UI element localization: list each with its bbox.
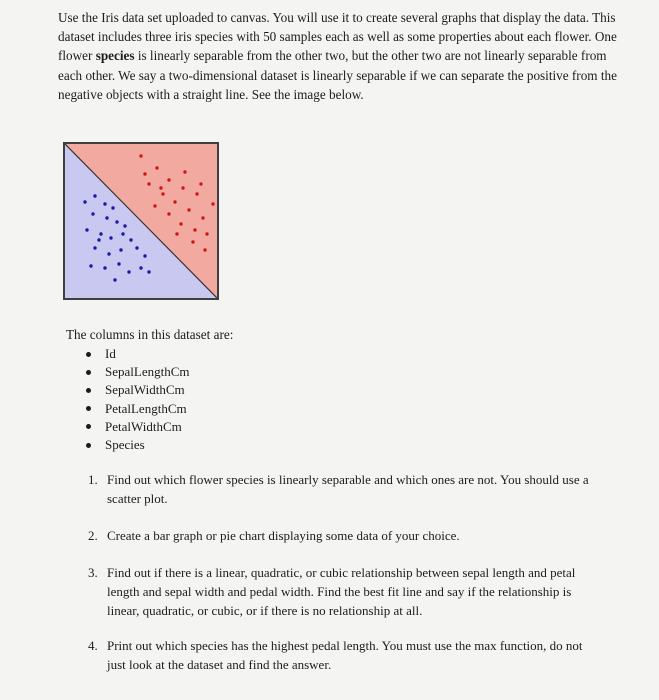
separability-diagram: [65, 144, 217, 298]
red-point: [167, 178, 170, 181]
blue-point: [89, 264, 92, 267]
list-item: [84, 363, 190, 381]
blue-point: [103, 266, 106, 269]
blue-point: [105, 216, 108, 219]
task-item-3: [88, 563, 598, 620]
task-text: Find out if there is a linear, quadratic, or cubic relationship between sepal length and petal length and sepal width and pedal width. Find the best fit line and say if the relationship is linear, quadratic, or cubic, or if there is no relationship at all.: [107, 565, 576, 618]
red-point: [187, 208, 190, 211]
blue-point: [113, 278, 116, 281]
list-item: [84, 400, 190, 418]
task-item-2: [88, 526, 598, 545]
columns-intro: The columns in this dataset are:: [66, 327, 234, 342]
blue-point: [147, 270, 150, 273]
task-item-1: [88, 470, 598, 508]
red-point: [211, 202, 214, 205]
intro-text-part2: is linearly separable from the other two, but the other two are not linearly separable from each other. We say a two-dimensional dataset is linearly separable if we can separate the positive from the negative objects with a straight line. See the image below.: [58, 48, 617, 102]
red-point: [155, 166, 158, 169]
red-point: [159, 186, 162, 189]
blue-point: [135, 246, 138, 249]
bullet-icon: [86, 388, 91, 393]
column-name: SepalWidthCm: [105, 382, 185, 398]
column-name: SepalLengthCm: [105, 364, 190, 380]
blue-point: [111, 206, 114, 209]
list-item: [84, 418, 190, 436]
red-point: [199, 182, 202, 185]
bullet-icon: [86, 352, 91, 357]
column-name: PetalLengthCm: [105, 400, 187, 416]
red-point: [153, 204, 156, 207]
blue-point: [127, 270, 130, 273]
red-point: [139, 154, 142, 157]
red-point: [183, 170, 186, 173]
intro-paragraph: [58, 8, 618, 104]
red-point: [167, 212, 170, 215]
blue-point: [123, 224, 126, 227]
bullet-icon: [86, 424, 91, 429]
columns-list: [84, 345, 190, 454]
linear-separability-figure: [63, 142, 219, 300]
task-number: 1.: [88, 472, 98, 487]
red-point: [191, 240, 194, 243]
task-text: Find out which flower species is linearly separable and which ones are not. You should use a scatter plot.: [107, 472, 589, 506]
task-item-4: [88, 636, 598, 674]
bullet-icon: [86, 443, 91, 448]
column-name: Species: [105, 436, 145, 452]
blue-point: [107, 252, 110, 255]
blue-point: [143, 254, 146, 257]
blue-point: [117, 262, 120, 265]
blue-point: [103, 202, 106, 205]
blue-point: [119, 248, 122, 251]
red-point: [143, 172, 146, 175]
red-point: [181, 186, 184, 189]
task-text: Create a bar graph or pie chart displaying some data of your choice.: [107, 528, 460, 543]
column-name: Id: [105, 346, 116, 361]
intro-text-part1: Use the Iris data set uploaded to canvas. You will use it to create several graphs that display the data. This dataset includes three iris species with 50 samples each as well as some properties about each flower. One flower: [58, 10, 617, 64]
red-point: [179, 222, 182, 225]
red-point: [161, 192, 164, 195]
red-point: [203, 248, 206, 251]
red-point: [147, 182, 150, 185]
task-number: 3.: [88, 565, 98, 580]
blue-point: [129, 238, 132, 241]
list-item: [84, 345, 190, 363]
red-point: [201, 216, 204, 219]
red-point: [205, 232, 208, 235]
bullet-icon: [86, 370, 91, 375]
task-number: 4.: [88, 638, 98, 653]
list-item: [84, 436, 190, 454]
blue-point: [93, 246, 96, 249]
blue-point: [99, 232, 102, 235]
blue-point: [85, 228, 88, 231]
blue-point: [91, 212, 94, 215]
column-name: PetalWidthCm: [105, 418, 182, 434]
red-point: [173, 200, 176, 203]
bullet-icon: [86, 406, 91, 411]
red-point: [193, 228, 196, 231]
red-point: [195, 192, 198, 195]
task-number: 2.: [88, 528, 98, 543]
list-item: [84, 381, 190, 399]
blue-point: [139, 266, 142, 269]
blue-point: [109, 236, 112, 239]
blue-point: [97, 238, 100, 241]
blue-point: [93, 194, 96, 197]
red-point: [175, 232, 178, 235]
intro-bold-species: species: [95, 48, 135, 64]
blue-point: [121, 232, 124, 235]
blue-point: [115, 220, 118, 223]
task-text: Print out which species has the highest pedal length. You must use the max function, do not just look at the dataset and find the answer.: [107, 638, 583, 672]
blue-point: [83, 200, 86, 203]
